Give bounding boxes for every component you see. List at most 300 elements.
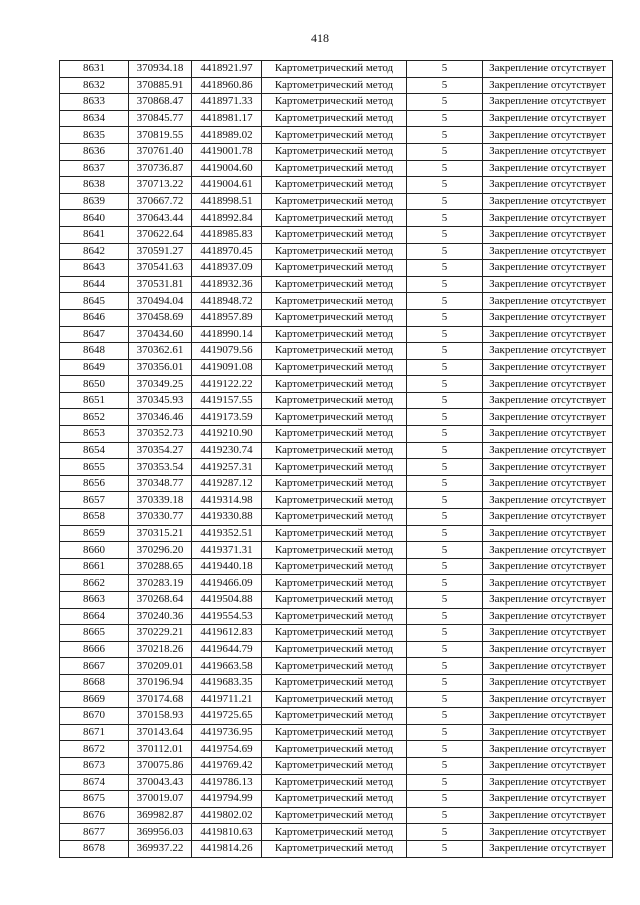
- x-coordinate-cell: 370494.04: [129, 293, 192, 310]
- y-coordinate-cell: 4418970.45: [192, 243, 262, 260]
- x-coordinate-cell: 370315.21: [129, 525, 192, 542]
- accuracy-cell: 5: [407, 309, 483, 326]
- fixing-cell: Закрепление отсутствует: [483, 276, 613, 293]
- fixing-cell: Закрепление отсутствует: [483, 492, 613, 509]
- method-cell: Картометрический метод: [262, 542, 407, 559]
- accuracy-cell: 5: [407, 592, 483, 609]
- table-row: [60, 442, 613, 459]
- y-coordinate-cell: 4419314.98: [192, 492, 262, 509]
- fixing-cell: Закрепление отсутствует: [483, 542, 613, 559]
- y-coordinate-cell: 4418937.09: [192, 260, 262, 277]
- point-number-cell: 8637: [60, 160, 129, 177]
- method-cell: Картометрический метод: [262, 691, 407, 708]
- point-number-cell: 8659: [60, 525, 129, 542]
- method-cell: Картометрический метод: [262, 509, 407, 526]
- table-row: [60, 757, 613, 774]
- method-cell: Картометрический метод: [262, 592, 407, 609]
- y-coordinate-cell: 4419802.02: [192, 807, 262, 824]
- table-row: [60, 674, 613, 691]
- y-coordinate-cell: 4419257.31: [192, 459, 262, 476]
- fixing-cell: Закрепление отсутствует: [483, 558, 613, 575]
- method-cell: Картометрический метод: [262, 193, 407, 210]
- method-cell: Картометрический метод: [262, 724, 407, 741]
- fixing-cell: Закрепление отсутствует: [483, 61, 613, 78]
- x-coordinate-cell: 370934.18: [129, 61, 192, 78]
- point-number-cell: 8642: [60, 243, 129, 260]
- method-cell: Картометрический метод: [262, 708, 407, 725]
- table-row: [60, 592, 613, 609]
- y-coordinate-cell: 4418932.36: [192, 276, 262, 293]
- method-cell: Картометрический метод: [262, 94, 407, 111]
- accuracy-cell: 5: [407, 94, 483, 111]
- x-coordinate-cell: 370174.68: [129, 691, 192, 708]
- method-cell: Картометрический метод: [262, 409, 407, 426]
- x-coordinate-cell: 370283.19: [129, 575, 192, 592]
- point-number-cell: 8655: [60, 459, 129, 476]
- method-cell: Картометрический метод: [262, 625, 407, 642]
- fixing-cell: Закрепление отсутствует: [483, 110, 613, 127]
- table-row: [60, 243, 613, 260]
- y-coordinate-cell: 4419157.55: [192, 392, 262, 409]
- point-number-cell: 8649: [60, 359, 129, 376]
- y-coordinate-cell: 4419091.08: [192, 359, 262, 376]
- accuracy-cell: 5: [407, 492, 483, 509]
- method-cell: Картометрический метод: [262, 226, 407, 243]
- point-number-cell: 8672: [60, 741, 129, 758]
- accuracy-cell: 5: [407, 840, 483, 857]
- fixing-cell: Закрепление отсутствует: [483, 94, 613, 111]
- y-coordinate-cell: 4418921.97: [192, 61, 262, 78]
- y-coordinate-cell: 4419786.13: [192, 774, 262, 791]
- accuracy-cell: 5: [407, 77, 483, 94]
- fixing-cell: Закрепление отсутствует: [483, 658, 613, 675]
- fixing-cell: Закрепление отсутствует: [483, 724, 613, 741]
- y-coordinate-cell: 4419122.22: [192, 376, 262, 393]
- point-number-cell: 8641: [60, 226, 129, 243]
- point-number-cell: 8656: [60, 475, 129, 492]
- point-number-cell: 8636: [60, 143, 129, 160]
- method-cell: Картометрический метод: [262, 658, 407, 675]
- accuracy-cell: 5: [407, 226, 483, 243]
- x-coordinate-cell: 370240.36: [129, 608, 192, 625]
- point-number-cell: 8647: [60, 326, 129, 343]
- y-coordinate-cell: 4419810.63: [192, 824, 262, 841]
- point-number-cell: 8666: [60, 641, 129, 658]
- x-coordinate-cell: 370330.77: [129, 509, 192, 526]
- table-row: [60, 392, 613, 409]
- table-row: [60, 558, 613, 575]
- y-coordinate-cell: 4419352.51: [192, 525, 262, 542]
- table-row: [60, 724, 613, 741]
- y-coordinate-cell: 4419440.18: [192, 558, 262, 575]
- y-coordinate-cell: 4419371.31: [192, 542, 262, 559]
- table-row: [60, 608, 613, 625]
- point-number-cell: 8664: [60, 608, 129, 625]
- table-row: [60, 77, 613, 94]
- table-row: [60, 791, 613, 808]
- method-cell: Картометрический метод: [262, 376, 407, 393]
- table-row: [60, 143, 613, 160]
- accuracy-cell: 5: [407, 459, 483, 476]
- method-cell: Картометрический метод: [262, 177, 407, 194]
- fixing-cell: Закрепление отсутствует: [483, 392, 613, 409]
- point-number-cell: 8654: [60, 442, 129, 459]
- x-coordinate-cell: 370043.43: [129, 774, 192, 791]
- y-coordinate-cell: 4419004.61: [192, 177, 262, 194]
- point-number-cell: 8671: [60, 724, 129, 741]
- accuracy-cell: 5: [407, 807, 483, 824]
- fixing-cell: Закрепление отсутствует: [483, 708, 613, 725]
- table-row: [60, 193, 613, 210]
- method-cell: Картометрический метод: [262, 309, 407, 326]
- fixing-cell: Закрепление отсутствует: [483, 824, 613, 841]
- y-coordinate-cell: 4419644.79: [192, 641, 262, 658]
- point-number-cell: 8631: [60, 61, 129, 78]
- accuracy-cell: 5: [407, 774, 483, 791]
- table-row: [60, 110, 613, 127]
- x-coordinate-cell: 370354.27: [129, 442, 192, 459]
- fixing-cell: Закрепление отсутствует: [483, 127, 613, 144]
- table-row: [60, 260, 613, 277]
- y-coordinate-cell: 4419711.21: [192, 691, 262, 708]
- table-row: [60, 774, 613, 791]
- table-row: [60, 708, 613, 725]
- y-coordinate-cell: 4419683.35: [192, 674, 262, 691]
- accuracy-cell: 5: [407, 376, 483, 393]
- table-row: [60, 575, 613, 592]
- table-row: [60, 807, 613, 824]
- x-coordinate-cell: 370713.22: [129, 177, 192, 194]
- y-coordinate-cell: 4418971.33: [192, 94, 262, 111]
- method-cell: Картометрический метод: [262, 426, 407, 443]
- accuracy-cell: 5: [407, 392, 483, 409]
- accuracy-cell: 5: [407, 160, 483, 177]
- accuracy-cell: 5: [407, 409, 483, 426]
- accuracy-cell: 5: [407, 542, 483, 559]
- y-coordinate-cell: 4419079.56: [192, 343, 262, 360]
- x-coordinate-cell: 370885.91: [129, 77, 192, 94]
- table-row: [60, 276, 613, 293]
- accuracy-cell: 5: [407, 177, 483, 194]
- y-coordinate-cell: 4418992.84: [192, 210, 262, 227]
- point-number-cell: 8662: [60, 575, 129, 592]
- point-number-cell: 8674: [60, 774, 129, 791]
- y-coordinate-cell: 4419736.95: [192, 724, 262, 741]
- fixing-cell: Закрепление отсутствует: [483, 193, 613, 210]
- fixing-cell: Закрепление отсутствует: [483, 293, 613, 310]
- coordinates-table-body: [60, 61, 613, 858]
- x-coordinate-cell: 370339.18: [129, 492, 192, 509]
- y-coordinate-cell: 4418989.02: [192, 127, 262, 144]
- accuracy-cell: 5: [407, 791, 483, 808]
- x-coordinate-cell: 370112.01: [129, 741, 192, 758]
- table-row: [60, 658, 613, 675]
- fixing-cell: Закрепление отсутствует: [483, 791, 613, 808]
- fixing-cell: Закрепление отсутствует: [483, 840, 613, 857]
- point-number-cell: 8669: [60, 691, 129, 708]
- point-number-cell: 8648: [60, 343, 129, 360]
- x-coordinate-cell: 370209.01: [129, 658, 192, 675]
- accuracy-cell: 5: [407, 61, 483, 78]
- accuracy-cell: 5: [407, 608, 483, 625]
- fixing-cell: Закрепление отсутствует: [483, 509, 613, 526]
- x-coordinate-cell: 370736.87: [129, 160, 192, 177]
- method-cell: Картометрический метод: [262, 641, 407, 658]
- method-cell: Картометрический метод: [262, 210, 407, 227]
- table-row: [60, 326, 613, 343]
- method-cell: Картометрический метод: [262, 392, 407, 409]
- point-number-cell: 8670: [60, 708, 129, 725]
- point-number-cell: 8667: [60, 658, 129, 675]
- table-row: [60, 824, 613, 841]
- method-cell: Картометрический метод: [262, 741, 407, 758]
- method-cell: Картометрический метод: [262, 276, 407, 293]
- method-cell: Картометрический метод: [262, 61, 407, 78]
- y-coordinate-cell: 4419769.42: [192, 757, 262, 774]
- y-coordinate-cell: 4418985.83: [192, 226, 262, 243]
- accuracy-cell: 5: [407, 243, 483, 260]
- accuracy-cell: 5: [407, 525, 483, 542]
- point-number-cell: 8673: [60, 757, 129, 774]
- table-row: [60, 741, 613, 758]
- fixing-cell: Закрепление отсутствует: [483, 459, 613, 476]
- y-coordinate-cell: 4419794.99: [192, 791, 262, 808]
- x-coordinate-cell: 370362.61: [129, 343, 192, 360]
- x-coordinate-cell: 370229.21: [129, 625, 192, 642]
- method-cell: Картометрический метод: [262, 127, 407, 144]
- y-coordinate-cell: 4419466.09: [192, 575, 262, 592]
- point-number-cell: 8657: [60, 492, 129, 509]
- method-cell: Картометрический метод: [262, 160, 407, 177]
- y-coordinate-cell: 4419612.83: [192, 625, 262, 642]
- x-coordinate-cell: 370622.64: [129, 226, 192, 243]
- x-coordinate-cell: 370643.44: [129, 210, 192, 227]
- table-row: [60, 691, 613, 708]
- accuracy-cell: 5: [407, 326, 483, 343]
- table-row: [60, 309, 613, 326]
- x-coordinate-cell: 369982.87: [129, 807, 192, 824]
- x-coordinate-cell: 370591.27: [129, 243, 192, 260]
- method-cell: Картометрический метод: [262, 824, 407, 841]
- x-coordinate-cell: 370761.40: [129, 143, 192, 160]
- point-number-cell: 8675: [60, 791, 129, 808]
- table-row: [60, 641, 613, 658]
- fixing-cell: Закрепление отсутствует: [483, 243, 613, 260]
- method-cell: Картометрический метод: [262, 525, 407, 542]
- point-number-cell: 8678: [60, 840, 129, 857]
- fixing-cell: Закрепление отсутствует: [483, 575, 613, 592]
- fixing-cell: Закрепление отсутствует: [483, 359, 613, 376]
- fixing-cell: Закрепление отсутствует: [483, 160, 613, 177]
- method-cell: Картометрический метод: [262, 110, 407, 127]
- y-coordinate-cell: 4418948.72: [192, 293, 262, 310]
- x-coordinate-cell: 370345.93: [129, 392, 192, 409]
- accuracy-cell: 5: [407, 824, 483, 841]
- table-row: [60, 426, 613, 443]
- accuracy-cell: 5: [407, 509, 483, 526]
- accuracy-cell: 5: [407, 558, 483, 575]
- accuracy-cell: 5: [407, 724, 483, 741]
- method-cell: Картометрический метод: [262, 807, 407, 824]
- fixing-cell: Закрепление отсутствует: [483, 774, 613, 791]
- y-coordinate-cell: 4418990.14: [192, 326, 262, 343]
- table-row: [60, 127, 613, 144]
- fixing-cell: Закрепление отсутствует: [483, 409, 613, 426]
- accuracy-cell: 5: [407, 426, 483, 443]
- fixing-cell: Закрепление отсутствует: [483, 177, 613, 194]
- x-coordinate-cell: 370434.60: [129, 326, 192, 343]
- fixing-cell: Закрепление отсутствует: [483, 525, 613, 542]
- method-cell: Картометрический метод: [262, 774, 407, 791]
- x-coordinate-cell: 370075.86: [129, 757, 192, 774]
- method-cell: Картометрический метод: [262, 359, 407, 376]
- table-row: [60, 409, 613, 426]
- method-cell: Картометрический метод: [262, 674, 407, 691]
- table-row: [60, 509, 613, 526]
- accuracy-cell: 5: [407, 143, 483, 160]
- y-coordinate-cell: 4419230.74: [192, 442, 262, 459]
- accuracy-cell: 5: [407, 741, 483, 758]
- y-coordinate-cell: 4419504.88: [192, 592, 262, 609]
- y-coordinate-cell: 4418960.86: [192, 77, 262, 94]
- accuracy-cell: 5: [407, 110, 483, 127]
- x-coordinate-cell: 370349.25: [129, 376, 192, 393]
- y-coordinate-cell: 4418981.17: [192, 110, 262, 127]
- fixing-cell: Закрепление отсутствует: [483, 691, 613, 708]
- point-number-cell: 8665: [60, 625, 129, 642]
- x-coordinate-cell: 370348.77: [129, 475, 192, 492]
- method-cell: Картометрический метод: [262, 243, 407, 260]
- table-row: [60, 542, 613, 559]
- fixing-cell: Закрепление отсутствует: [483, 475, 613, 492]
- y-coordinate-cell: 4418998.51: [192, 193, 262, 210]
- fixing-cell: Закрепление отсутствует: [483, 608, 613, 625]
- table-row: [60, 359, 613, 376]
- y-coordinate-cell: 4418957.89: [192, 309, 262, 326]
- point-number-cell: 8668: [60, 674, 129, 691]
- method-cell: Картометрический метод: [262, 293, 407, 310]
- accuracy-cell: 5: [407, 674, 483, 691]
- x-coordinate-cell: 370143.64: [129, 724, 192, 741]
- method-cell: Картометрический метод: [262, 558, 407, 575]
- fixing-cell: Закрепление отсутствует: [483, 741, 613, 758]
- point-number-cell: 8638: [60, 177, 129, 194]
- x-coordinate-cell: 370868.47: [129, 94, 192, 111]
- point-number-cell: 8643: [60, 260, 129, 277]
- fixing-cell: Закрепление отсутствует: [483, 426, 613, 443]
- accuracy-cell: 5: [407, 193, 483, 210]
- y-coordinate-cell: 4419663.58: [192, 658, 262, 675]
- point-number-cell: 8663: [60, 592, 129, 609]
- table-row: [60, 210, 613, 227]
- point-number-cell: 8646: [60, 309, 129, 326]
- accuracy-cell: 5: [407, 260, 483, 277]
- point-number-cell: 8645: [60, 293, 129, 310]
- x-coordinate-cell: 370346.46: [129, 409, 192, 426]
- point-number-cell: 8633: [60, 94, 129, 111]
- method-cell: Картометрический метод: [262, 492, 407, 509]
- x-coordinate-cell: 370353.54: [129, 459, 192, 476]
- point-number-cell: 8653: [60, 426, 129, 443]
- point-number-cell: 8660: [60, 542, 129, 559]
- accuracy-cell: 5: [407, 641, 483, 658]
- accuracy-cell: 5: [407, 276, 483, 293]
- point-number-cell: 8677: [60, 824, 129, 841]
- fixing-cell: Закрепление отсутствует: [483, 309, 613, 326]
- y-coordinate-cell: 4419210.90: [192, 426, 262, 443]
- accuracy-cell: 5: [407, 757, 483, 774]
- point-number-cell: 8640: [60, 210, 129, 227]
- table-row: [60, 492, 613, 509]
- table-row: [60, 840, 613, 857]
- fixing-cell: Закрепление отсутствует: [483, 807, 613, 824]
- table-row: [60, 94, 613, 111]
- y-coordinate-cell: 4419725.65: [192, 708, 262, 725]
- fixing-cell: Закрепление отсутствует: [483, 326, 613, 343]
- y-coordinate-cell: 4419330.88: [192, 509, 262, 526]
- accuracy-cell: 5: [407, 475, 483, 492]
- point-number-cell: 8635: [60, 127, 129, 144]
- accuracy-cell: 5: [407, 210, 483, 227]
- fixing-cell: Закрепление отсутствует: [483, 226, 613, 243]
- x-coordinate-cell: 370352.73: [129, 426, 192, 443]
- x-coordinate-cell: 370531.81: [129, 276, 192, 293]
- accuracy-cell: 5: [407, 359, 483, 376]
- method-cell: Картометрический метод: [262, 343, 407, 360]
- accuracy-cell: 5: [407, 691, 483, 708]
- accuracy-cell: 5: [407, 442, 483, 459]
- fixing-cell: Закрепление отсутствует: [483, 210, 613, 227]
- table-row: [60, 293, 613, 310]
- accuracy-cell: 5: [407, 293, 483, 310]
- point-number-cell: 8650: [60, 376, 129, 393]
- method-cell: Картометрический метод: [262, 326, 407, 343]
- table-row: [60, 61, 613, 78]
- fixing-cell: Закрепление отсутствует: [483, 674, 613, 691]
- fixing-cell: Закрепление отсутствует: [483, 77, 613, 94]
- fixing-cell: Закрепление отсутствует: [483, 625, 613, 642]
- table-row: [60, 376, 613, 393]
- table-row: [60, 475, 613, 492]
- accuracy-cell: 5: [407, 625, 483, 642]
- accuracy-cell: 5: [407, 658, 483, 675]
- method-cell: Картометрический метод: [262, 143, 407, 160]
- point-number-cell: 8651: [60, 392, 129, 409]
- accuracy-cell: 5: [407, 127, 483, 144]
- method-cell: Картометрический метод: [262, 757, 407, 774]
- method-cell: Картометрический метод: [262, 608, 407, 625]
- table-row: [60, 525, 613, 542]
- x-coordinate-cell: 370819.55: [129, 127, 192, 144]
- x-coordinate-cell: 370196.94: [129, 674, 192, 691]
- point-number-cell: 8658: [60, 509, 129, 526]
- method-cell: Картометрический метод: [262, 575, 407, 592]
- point-number-cell: 8661: [60, 558, 129, 575]
- point-number-cell: 8676: [60, 807, 129, 824]
- y-coordinate-cell: 4419004.60: [192, 160, 262, 177]
- x-coordinate-cell: 370268.64: [129, 592, 192, 609]
- point-number-cell: 8639: [60, 193, 129, 210]
- method-cell: Картометрический метод: [262, 260, 407, 277]
- point-number-cell: 8634: [60, 110, 129, 127]
- y-coordinate-cell: 4419001.78: [192, 143, 262, 160]
- method-cell: Картометрический метод: [262, 840, 407, 857]
- table-row: [60, 459, 613, 476]
- x-coordinate-cell: 370667.72: [129, 193, 192, 210]
- x-coordinate-cell: 370288.65: [129, 558, 192, 575]
- method-cell: Картометрический метод: [262, 77, 407, 94]
- fixing-cell: Закрепление отсутствует: [483, 343, 613, 360]
